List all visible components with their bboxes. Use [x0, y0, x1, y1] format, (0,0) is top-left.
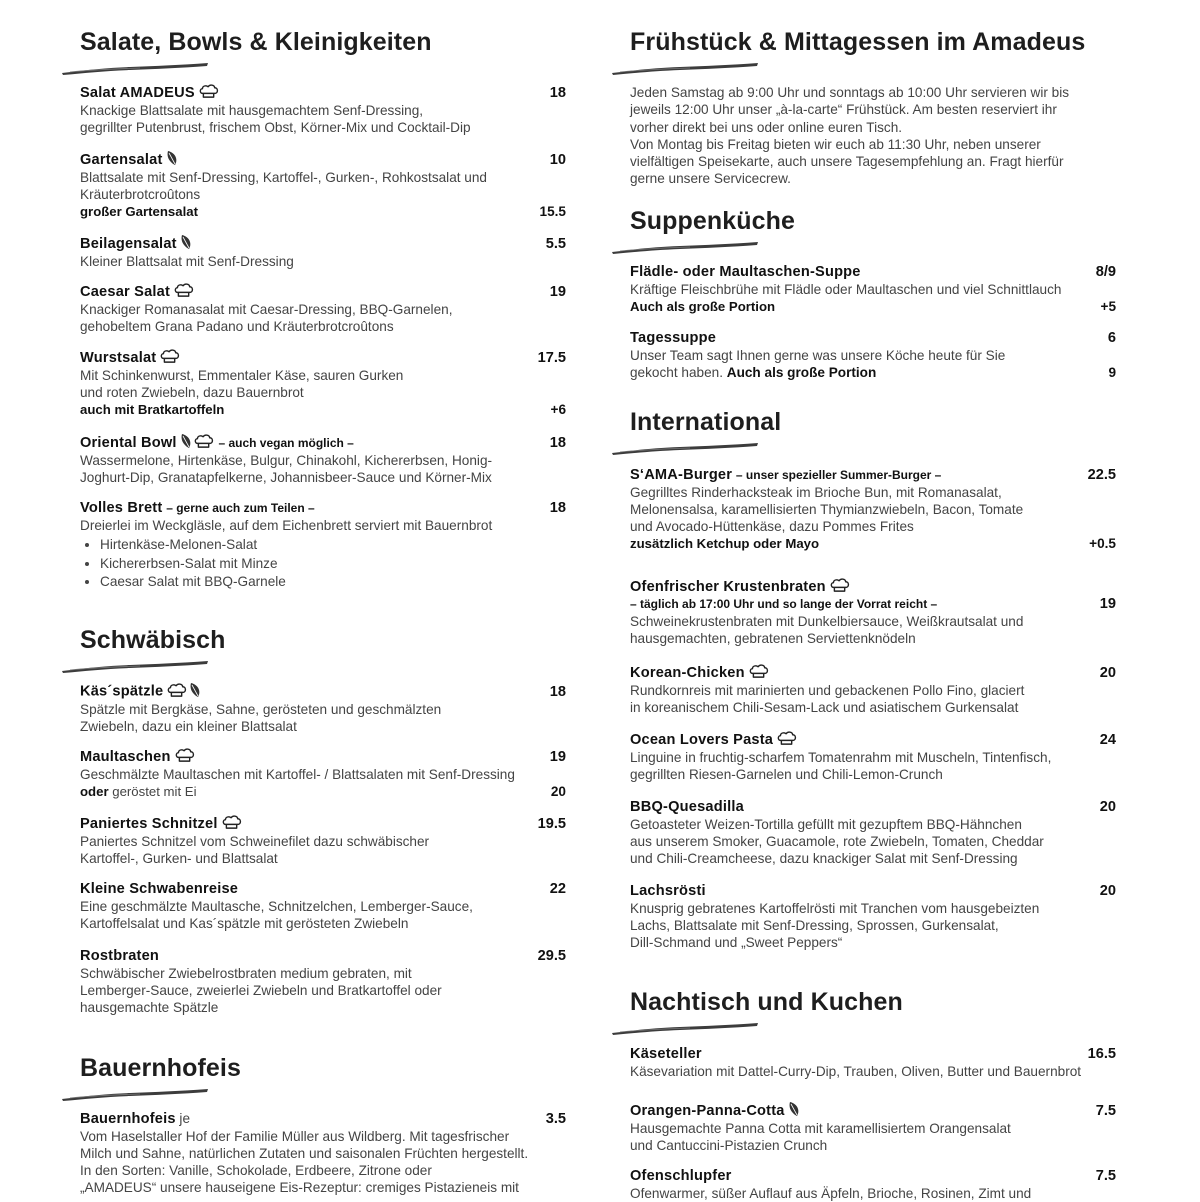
dish-note: – unser spezieller Summer-Burger –	[735, 468, 942, 482]
menu-item	[80, 682, 566, 735]
dish-desc-line: Melonensalsa, karamellisierten Thymianzwiebeln, Bacon, Tomate	[630, 502, 1024, 517]
dish-price: 7.5	[1095, 1168, 1116, 1184]
dish-desc-line: gegrillter Putenbrust, frischem Obst, Körner-Mix und Cocktail-Dip	[80, 120, 471, 135]
dish-note: – auch vegan möglich –	[218, 436, 354, 450]
brush-stroke	[60, 62, 210, 76]
dish-price: 20	[1099, 799, 1116, 815]
extra-label: auch mit Bratkartoffeln	[80, 402, 225, 417]
dish-desc-line: Dreierlei im Weckgläsle, auf dem Eichenbrett serviert mit Bauernbrot	[80, 518, 493, 533]
dish-name: Caesar Salat	[80, 284, 171, 300]
dish-price: 20	[1099, 665, 1116, 681]
menu-item	[80, 748, 566, 801]
extra-label: Auch als große Portion	[630, 299, 776, 314]
brush-stroke	[610, 62, 760, 76]
menu-item	[630, 466, 1116, 553]
dish-price: 6	[1107, 330, 1116, 346]
extra-price: 20	[550, 784, 566, 799]
dish-price: 22	[549, 881, 566, 897]
dish-name-suffix: je	[175, 1111, 191, 1126]
dish-price: 10	[549, 152, 566, 168]
dish-desc-line: in koreanischem Chili-Sesam-Lack und asiatischem Gurkensalat	[630, 700, 1019, 715]
dish-name: BBQ-Quesadilla	[630, 799, 744, 815]
vegetarian-leaf-icon	[166, 150, 178, 166]
dish-name: Käseteller	[630, 1046, 702, 1062]
list-item: • Hirtenkäse-Melonen-Salat	[100, 536, 566, 555]
brush-stroke	[60, 1088, 210, 1102]
menu-item	[630, 1046, 1116, 1080]
dish-desc-line: aus unserem Smoker, Guacamole, rote Zwiebeln, Tomaten, Cheddar	[630, 834, 1044, 849]
dish-desc-line: Rundkornreis mit marinierten und gebackenen Pollo Fino, glaciert	[630, 683, 1025, 698]
extra-label: Auch als große Portion	[726, 365, 877, 380]
intro-line: vielfältigen Speisekarte, auch unsere Tagesempfehlung an. Fragt hierfür	[630, 154, 1064, 170]
dish-desc-line: und Cantuccini-Pistazien Crunch	[630, 1138, 828, 1153]
dish-desc-line: gehobeltem Grana Padano und Kräuterbrotcroûtons	[80, 319, 394, 334]
dish-desc-line: und Avocado-Hüttenkäse, dazu Pommes Frites	[630, 519, 914, 534]
dish-desc-line: Lachs, Blattsalate mit Senf-Dressing, Sprossen, Gurkensalat,	[630, 918, 999, 933]
dish-desc-line: Kartoffelsalat und Kas´spätzle mit gerösteten Zwiebeln	[80, 916, 409, 931]
dish-price: 18	[549, 435, 566, 451]
dish-desc-line: gegrillten Riesen-Garnelen und Chili-Lemon-Crunch	[630, 767, 943, 782]
dish-note: – gerne auch zum Teilen –	[166, 501, 315, 515]
dish-name: Korean-Chicken	[630, 665, 745, 681]
dish-desc-line: hausgemachten, gebratenen Serviettenknödeln	[630, 631, 916, 646]
dish-desc-line: Blattsalate mit Senf-Dressing, Kartoffel-, Gurken-, Rohkostsalat und	[80, 170, 487, 185]
menu-item	[80, 433, 566, 486]
dish-extra	[630, 298, 1116, 316]
menu-item	[630, 264, 1116, 316]
dish-desc-line: Getoasteter Weizen-Tortilla gefüllt mit gezupftem BBQ-Hähnchen	[630, 817, 1022, 832]
dish-extra	[630, 364, 1116, 382]
section-title: Frühstück & Mittagessen im Amadeus	[630, 28, 1086, 56]
dish-price: 19	[549, 284, 566, 300]
dish-name: Flädle- oder Maultaschen-Suppe	[630, 264, 861, 280]
dish-desc-line: Kartoffel-, Gurken- und Blattsalat	[80, 851, 278, 866]
section-title: Nachtisch und Kuchen	[630, 988, 903, 1016]
chef-hat-icon	[174, 748, 196, 763]
dish-note: – täglich ab 17:00 Uhr und so lange der Vorrat reicht –	[630, 597, 938, 611]
extra-label: zusätzlich Ketchup oder Mayo	[630, 536, 820, 551]
dish-name: Orangen-Panna-Cotta	[630, 1103, 785, 1119]
section-title: Suppenküche	[630, 207, 796, 235]
dish-name: Beilagensalat	[80, 236, 177, 252]
dish-desc-line: In den Sorten: Vanille, Schokolade, Erdbeere, Zitrone oder	[80, 1163, 432, 1178]
menu-item	[80, 84, 566, 136]
menu-item	[80, 150, 566, 221]
dish-desc-line: Dill-Schmand und „Sweet Peppers“	[630, 935, 843, 950]
menu-item	[80, 234, 566, 270]
vegetarian-leaf-icon	[189, 682, 201, 698]
brush-stroke	[610, 1022, 760, 1036]
dish-desc-line: Knackiger Romanasalat mit Caesar-Dressing, BBQ-Garnelen,	[80, 302, 453, 317]
menu-item	[630, 731, 1116, 783]
dish-desc-line: Ofenwarmer, süßer Auflauf aus Äpfeln, Brioche, Rosinen, Zimt und	[630, 1186, 1032, 1201]
extra-label: großer Gartensalat	[80, 204, 198, 219]
dish-price: 8/9	[1095, 264, 1116, 280]
intro-line: vorher direkt bei uns oder online euren Tisch.	[630, 119, 903, 135]
dish-desc-line: und roten Zwiebeln, dazu Bauernbrot	[80, 385, 304, 400]
chef-hat-icon	[159, 349, 181, 364]
dish-name: Wurstsalat	[80, 350, 157, 366]
dish-price: 29.5	[537, 948, 566, 964]
dish-desc-line: „AMADEUS“ unsere hauseigene Eis-Rezeptur: cremiges Pistazieneis mit	[80, 1180, 519, 1195]
dish-desc-line: Joghurt-Dip, Granatapfelkerne, Johannisbeer-Sauce und Körner-Mix	[80, 470, 492, 485]
dish-extra	[80, 203, 566, 221]
dish-desc-line: und Chili-Creamcheese, dazu knackiger Salat mit Senf-Dressing	[630, 851, 1018, 866]
vegetarian-leaf-icon	[788, 1101, 800, 1117]
chef-hat-icon	[221, 815, 243, 830]
dish-name: Ocean Lovers Pasta	[630, 732, 774, 748]
menu-item	[630, 1168, 1116, 1202]
extra-price: 15.5	[539, 204, 566, 219]
dish-name: Ofenschlupfer	[630, 1168, 732, 1184]
dish-desc-line: hausgemachte Spätzle	[80, 1000, 219, 1015]
menu-item	[80, 349, 566, 419]
section-title: Bauernhofeis	[80, 1054, 241, 1082]
intro-line: Von Montag bis Freitag bieten wir euch ab 11:30 Uhr, neben unserer	[630, 136, 1041, 152]
bullet-list	[80, 536, 566, 592]
dish-price: 17.5	[537, 350, 566, 366]
dish-price: 18	[549, 85, 566, 101]
dish-desc-line: Kleiner Blattsalat mit Senf-Dressing	[80, 254, 294, 269]
dish-desc-line: Schwäbischer Zwiebelrostbraten medium gebraten, mit	[80, 966, 412, 981]
dish-desc-line: Kräftige Fleischbrühe mit Flädle oder Maultaschen und viel Schnittlauch	[630, 282, 1062, 297]
dish-extra	[80, 783, 566, 801]
menu-item	[80, 1110, 566, 1196]
extra-text: gekocht haben.	[630, 365, 727, 380]
dish-price: 18	[549, 683, 566, 700]
or-text: geröstet mit Ei	[108, 784, 197, 799]
dish-desc-line: Milch und Sahne, natürlichen Zutaten und saisonalen Früchten hergestellt.	[80, 1146, 529, 1161]
menu-item	[630, 1101, 1116, 1154]
intro-line: gerne unsere Servicecrew.	[630, 171, 791, 187]
dish-desc-line: Knackige Blattsalate mit hausgemachtem Senf-Dressing,	[80, 103, 424, 118]
dish-desc-line: Paniertes Schnitzel vom Schweinefilet dazu schwäbischer	[80, 834, 430, 849]
dish-desc-line: Eine geschmälzte Maultasche, Schnitzelchen, Lemberger-Sauce,	[80, 899, 473, 914]
chef-hat-icon	[748, 664, 770, 679]
section-title: Salate, Bowls & Kleinigkeiten	[80, 28, 432, 56]
dish-desc-line: Vom Haselstaller Hof der Familie Müller aus Wildberg. Mit tagesfrischer	[80, 1129, 510, 1144]
extra-price: +0.5	[1089, 536, 1116, 551]
chef-hat-icon	[166, 683, 188, 698]
dish-desc-line: Geschmälzte Maultaschen mit Kartoffel- / Blattsalaten mit Senf-Dressing	[80, 767, 515, 782]
list-item: • Kichererbsen-Salat mit Minze	[100, 555, 566, 574]
brush-stroke	[610, 442, 760, 456]
dish-name: Bauernhofeis	[80, 1111, 176, 1127]
dish-name: Volles Brett	[80, 500, 163, 516]
dish-price: 7.5	[1095, 1103, 1116, 1119]
dish-name: Salat AMADEUS	[80, 85, 195, 101]
extra-price: +6	[550, 402, 566, 417]
dish-desc-line: Kräuterbrotcroûtons	[80, 187, 201, 202]
dish-desc-line: Linguine in fruchtig-scharfem Tomatenrahm mit Muscheln, Tintenfisch,	[630, 750, 1052, 765]
dish-name: Lachsrösti	[630, 883, 706, 899]
vegetarian-leaf-icon	[180, 234, 192, 250]
extra-price: +5	[1100, 299, 1116, 314]
dish-desc-line: Lemberger-Sauce, zweierlei Zwiebeln und Bratkartoffel oder	[80, 983, 442, 998]
brush-stroke	[610, 241, 760, 255]
dish-name: Maultaschen	[80, 749, 171, 765]
menu-item	[80, 499, 566, 592]
dish-price: 19	[1099, 596, 1116, 612]
chef-hat-icon	[193, 434, 215, 449]
chef-hat-icon	[829, 578, 851, 593]
menu-item	[630, 664, 1116, 716]
dish-desc-line: Zwiebeln, dazu ein kleiner Blattsalat	[80, 718, 297, 734]
dish-price: 16.5	[1087, 1046, 1116, 1062]
menu-item	[630, 330, 1116, 382]
list-item: • Caesar Salat mit BBQ-Garnele	[100, 573, 566, 592]
menu-item	[80, 283, 566, 335]
dish-name: Tagessuppe	[630, 330, 717, 346]
menu-item	[80, 815, 566, 867]
intro-line: Jeden Samstag ab 9:00 Uhr und sonntags ab 10:00 Uhr servieren wir bis	[630, 85, 1070, 100]
intro-line: jeweils 12:00 Uhr unser „à-la-carte“ Frühstück. Am besten reserviert ihr	[630, 102, 1057, 118]
dish-extra	[630, 535, 1116, 553]
dish-price: 5.5	[545, 236, 566, 252]
menu-item	[630, 883, 1116, 951]
menu-item	[630, 799, 1116, 867]
dish-extra	[80, 401, 566, 419]
dish-name: S‘AMA-Burger	[630, 467, 733, 483]
dish-desc-line: Schweinekrustenbraten mit Dunkelbiersauce, Weißkrautsalat und	[630, 614, 1024, 629]
dish-price: 24	[1099, 732, 1116, 748]
dish-price: 22.5	[1087, 467, 1116, 483]
chef-hat-icon	[173, 283, 195, 298]
dish-name: Kleine Schwabenreise	[80, 881, 239, 897]
chef-hat-icon	[198, 84, 220, 99]
dish-desc-line: Spätzle mit Bergkäse, Sahne, gerösteten und geschmälzten	[80, 701, 442, 717]
dish-name: Käs´spätzle	[80, 683, 164, 700]
dish-desc-line: Mit Schinkenwurst, Emmentaler Käse, sauren Gurken	[80, 368, 404, 383]
dish-price: 19	[549, 749, 566, 765]
fruehstueck-text	[630, 84, 1116, 188]
dish-name: Rostbraten	[80, 948, 160, 964]
vegetarian-leaf-icon	[180, 433, 192, 449]
menu-item	[80, 948, 566, 1016]
dish-name: Ofenfrischer Krustenbraten	[630, 579, 826, 595]
dish-price: 20	[1099, 883, 1116, 899]
section-title: Schwäbisch	[80, 626, 226, 654]
menu-item	[630, 578, 1116, 647]
dish-desc-line: Gegrilltes Rinderhacksteak im Brioche Bun, mit Romanasalat,	[630, 485, 1002, 500]
dish-desc-line: Hausgemachte Panna Cotta mit karamellisiertem Orangensalat	[630, 1121, 1011, 1136]
chef-hat-icon	[776, 731, 798, 746]
dish-desc-line: Käsevariation mit Dattel-Curry-Dip, Trauben, Oliven, Butter und Bauernbrot	[630, 1064, 1082, 1079]
or-label: oder	[80, 784, 109, 799]
section-title: International	[630, 408, 782, 436]
dish-desc-line: Unser Team sagt Ihnen gerne was unsere Köche heute für Sie	[630, 348, 1006, 363]
dish-price: 18	[549, 500, 566, 516]
extra-price: 9	[1108, 365, 1116, 380]
dish-desc-line: Wassermelone, Hirtenkäse, Bulgur, Chinakohl, Kichererbsen, Honig-	[80, 453, 493, 468]
brush-stroke	[60, 660, 210, 674]
dish-price: 19.5	[537, 816, 566, 832]
dish-desc-line: Knusprig gebratenes Kartoffelrösti mit Tranchen vom hausgebeizten	[630, 901, 1040, 916]
dish-name: Paniertes Schnitzel	[80, 816, 218, 832]
dish-name: Oriental Bowl	[80, 435, 177, 451]
dish-name: Gartensalat	[80, 152, 163, 168]
menu-item	[80, 881, 566, 932]
dish-price: 3.5	[545, 1111, 566, 1127]
